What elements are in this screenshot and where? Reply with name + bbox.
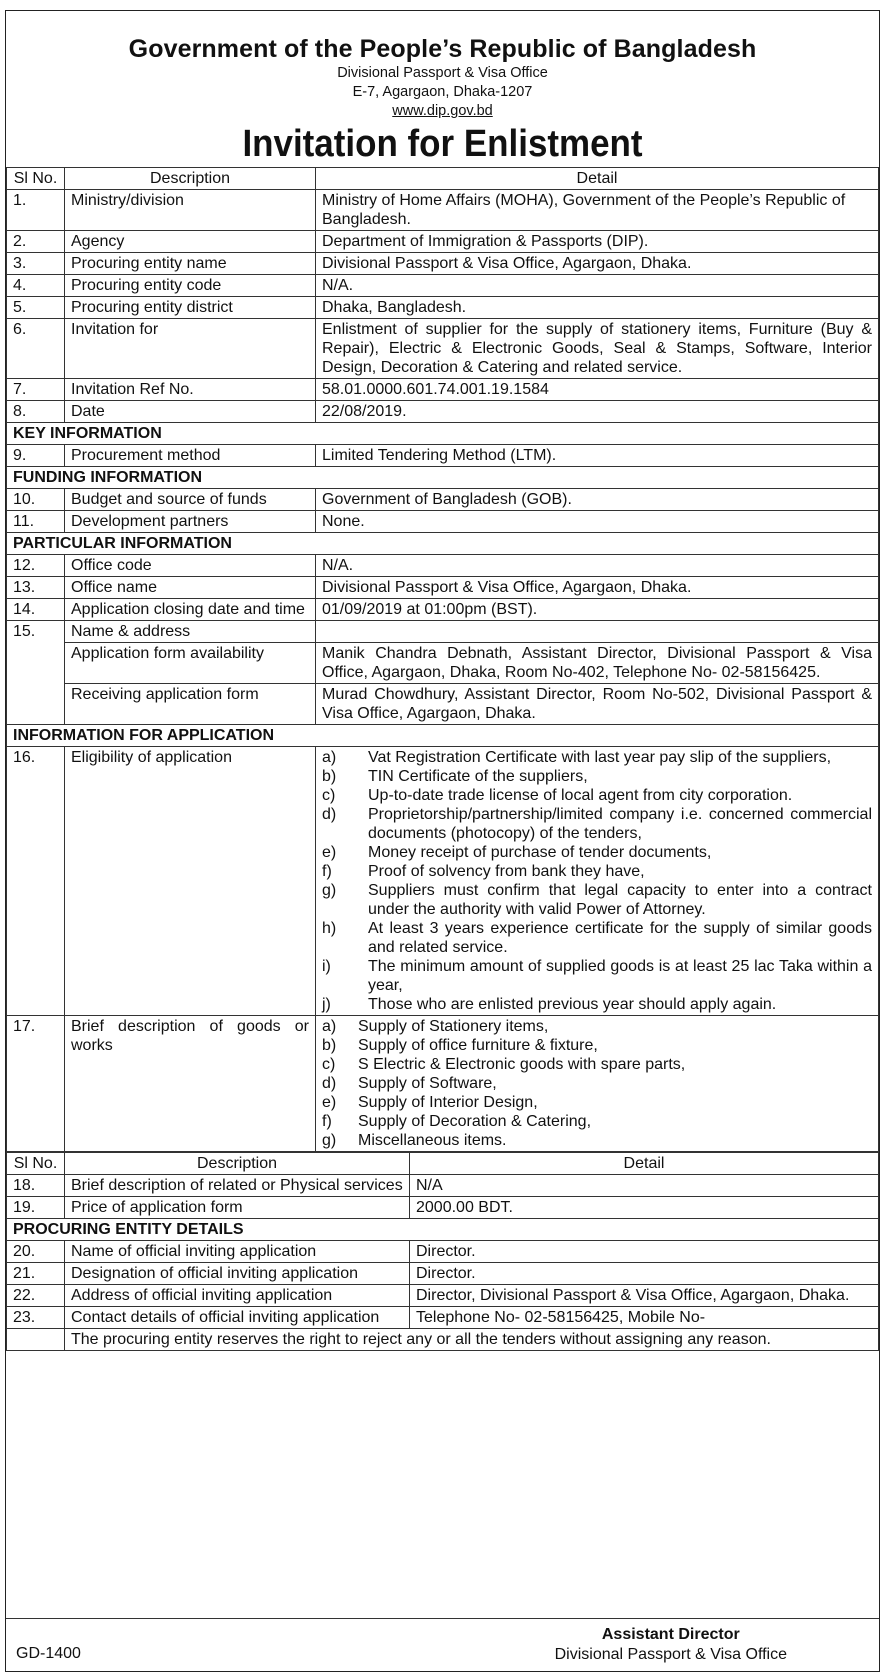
row-desc: Invitation Ref No. — [65, 379, 316, 401]
row-desc: Development partners — [65, 511, 316, 533]
list-item: e) Money receipt of purchase of tender documents, — [322, 844, 712, 861]
row-detail: Enlistment of supplier for the supply of stationery items, Furniture (Buy & Repair), Electric & Electronic Goods, Seal & Stamps, Software, Interior Design, Decoration & Catering and related service. — [316, 319, 879, 379]
list-item: f) Proof of solvency from bank they have, — [322, 863, 645, 880]
row-sl: 10. — [7, 489, 65, 511]
info-table-1 — [6, 167, 879, 1152]
row-sl: 22. — [7, 1285, 65, 1307]
row-detail: 22/08/2019. — [316, 401, 879, 423]
row-desc: Office name — [65, 577, 316, 599]
row-sl: 6. — [7, 319, 65, 379]
row-detail: Manik Chandra Debnath, Assistant Director, Divisional Passport & Visa Office, Agargaon, Dhaka, Room No-402, Telephone No- 02-58156425. — [316, 643, 879, 684]
row-desc: Eligibility of application — [65, 747, 316, 1016]
table-header-row — [7, 1153, 879, 1175]
row-sl: 19. — [7, 1197, 65, 1219]
table-row — [7, 1016, 879, 1152]
table-row — [7, 643, 879, 684]
list-item: g) Suppliers must confirm that legal capacity to enter into a contract under the authority with valid Power of Attorney. — [322, 882, 872, 918]
row-sl: 3. — [7, 253, 65, 275]
row-sl: 17. — [7, 1016, 65, 1152]
row-desc: Ministry/division — [65, 190, 316, 231]
section-procuring-entity-details — [7, 1219, 879, 1241]
table-row — [7, 445, 879, 467]
row-sl: 23. — [7, 1307, 65, 1329]
section-information-for-application — [7, 725, 879, 747]
col-sl: Sl No. — [7, 1153, 65, 1175]
row-sl: 16. — [7, 747, 65, 1016]
table-row — [7, 319, 879, 379]
row-sl: 15. — [7, 621, 65, 725]
signatory-office: Divisional Passport & Visa Office — [554, 1646, 787, 1663]
reservation-note: The procuring entity reserves the right to reject any or all the tenders without assigning any reason. — [65, 1329, 879, 1351]
row-desc: Budget and source of funds — [65, 489, 316, 511]
row-desc: Name & address — [65, 621, 316, 643]
row-detail: Divisional Passport & Visa Office, Agargaon, Dhaka. — [316, 253, 879, 275]
row-detail: Government of Bangladesh (GOB). — [316, 489, 879, 511]
row-desc: Brief description of goods or works — [65, 1016, 316, 1152]
row-desc: Brief description of related or Physical services — [65, 1175, 410, 1197]
col-sl: Sl No. — [7, 168, 65, 190]
list-item: h) At least 3 years experience certificate for the supply of similar goods and related service. — [322, 920, 872, 956]
row-detail: N/A. — [316, 555, 879, 577]
list-item: j) Those who are enlisted previous year should apply again. — [322, 996, 777, 1013]
row-sl: 9. — [7, 445, 65, 467]
section-particular-information — [7, 533, 879, 555]
row-desc: Application form availability — [65, 643, 316, 684]
government-title: Government of the People’s Republic of Bangladesh — [128, 35, 757, 63]
website-link[interactable]: www.dip.gov.bd — [392, 103, 493, 119]
table-row — [7, 275, 879, 297]
list-item: e) Supply of Interior Design, — [322, 1094, 538, 1111]
row-desc: Address of official inviting application — [65, 1285, 410, 1307]
list-item: c) S Electric & Electronic goods with spare parts, — [322, 1056, 686, 1073]
office-name: Divisional Passport & Visa Office — [337, 65, 548, 81]
table-row — [7, 1175, 879, 1197]
list-item: d) Supply of Software, — [322, 1075, 497, 1092]
table-row — [7, 577, 879, 599]
col-detail: Detail — [316, 168, 879, 190]
table-row — [7, 599, 879, 621]
row-detail: Director. — [410, 1263, 879, 1285]
table-row — [7, 1285, 879, 1307]
row-sl: 11. — [7, 511, 65, 533]
row-desc: Invitation for — [65, 319, 316, 379]
row-sl: 12. — [7, 555, 65, 577]
row-sl: 20. — [7, 1241, 65, 1263]
row-sl: 5. — [7, 297, 65, 319]
row-desc: Procuring entity name — [65, 253, 316, 275]
notice-page — [5, 10, 880, 1672]
row-desc: Date — [65, 401, 316, 423]
row-detail: Telephone No- 02-58156425, Mobile No- — [410, 1307, 879, 1329]
row-desc: Receiving application form — [65, 684, 316, 725]
section-heading: INFORMATION FOR APPLICATION — [7, 725, 879, 747]
table-header-row — [7, 168, 879, 190]
row-detail: 2000.00 BDT. — [410, 1197, 879, 1219]
signature-block — [555, 1625, 787, 1665]
table-row — [7, 1263, 879, 1285]
table-row — [7, 297, 879, 319]
section-heading: FUNDING INFORMATION — [7, 467, 879, 489]
table-row — [7, 401, 879, 423]
row-sl: 4. — [7, 275, 65, 297]
row-desc: Application closing date and time — [65, 599, 316, 621]
table-row — [7, 1197, 879, 1219]
table-row — [7, 511, 879, 533]
list-item: f) Supply of Decoration & Catering, — [322, 1113, 592, 1130]
row-sl: 7. — [7, 379, 65, 401]
gd-code: GD-1400 — [16, 1645, 81, 1662]
row-sl: 2. — [7, 231, 65, 253]
list-item: b) TIN Certificate of the suppliers, — [322, 768, 588, 785]
office-address: E-7, Agargaon, Dhaka-1207 — [352, 84, 533, 100]
table-row — [7, 1329, 879, 1351]
row-detail: Director. — [410, 1241, 879, 1263]
table-row — [7, 684, 879, 725]
table-row — [7, 747, 879, 1016]
list-item: b) Supply of office furniture & fixture, — [322, 1037, 598, 1054]
row-sl: 14. — [7, 599, 65, 621]
table-row — [7, 1307, 879, 1329]
row-detail: Ministry of Home Affairs (MOHA), Government of the People’s Republic of Bangladesh. — [316, 190, 879, 231]
row-sl: 1. — [7, 190, 65, 231]
row-detail: Limited Tendering Method (LTM). — [316, 445, 879, 467]
row-desc: Office code — [65, 555, 316, 577]
eligibility-list — [316, 747, 879, 1016]
row-detail-empty — [316, 621, 879, 643]
section-heading: PARTICULAR INFORMATION — [7, 533, 879, 555]
row-desc: Contact details of official inviting application — [65, 1307, 410, 1329]
row-detail: N/A. — [316, 275, 879, 297]
row-sl: 18. — [7, 1175, 65, 1197]
section-key-information — [7, 423, 879, 445]
col-detail: Detail — [410, 1153, 879, 1175]
row-sl: 8. — [7, 401, 65, 423]
signatory-title: Assistant Director — [601, 1626, 740, 1643]
table-row — [7, 555, 879, 577]
row-detail: Department of Immigration & Passports (DIP). — [316, 231, 879, 253]
row-desc: Procuring entity district — [65, 297, 316, 319]
row-desc: Procurement method — [65, 445, 316, 467]
row-desc: Price of application form — [65, 1197, 410, 1219]
section-heading: PROCURING ENTITY DETAILS — [7, 1219, 879, 1241]
list-item: d) Proprietorship/partnership/limited company i.e. concerned commercial documents (photocopy) of the tenders, — [322, 806, 872, 842]
col-description: Description — [65, 1153, 410, 1175]
table-row — [7, 253, 879, 275]
notice-title: Invitation for Enlistment — [242, 123, 643, 165]
row-desc: Designation of official inviting application — [65, 1263, 410, 1285]
section-heading: KEY INFORMATION — [7, 423, 879, 445]
row-detail: None. — [316, 511, 879, 533]
info-table-2 — [6, 1152, 879, 1351]
notice-footer — [6, 1618, 879, 1671]
row-sl: 13. — [7, 577, 65, 599]
row-detail: 58.01.0000.601.74.001.19.1584 — [316, 379, 879, 401]
row-desc: Procuring entity code — [65, 275, 316, 297]
list-item: a) Vat Registration Certificate with last year pay slip of the suppliers, — [322, 749, 832, 766]
table-row — [7, 621, 879, 643]
list-item: i) The minimum amount of supplied goods is at least 25 lac Taka within a year, — [322, 958, 872, 994]
list-item: c) Up-to-date trade license of local agent from city corporation. — [322, 787, 793, 804]
goods-list — [316, 1016, 879, 1152]
row-detail: 01/09/2019 at 01:00pm (BST). — [316, 599, 879, 621]
row-detail: Divisional Passport & Visa Office, Agargaon, Dhaka. — [316, 577, 879, 599]
row-desc: Agency — [65, 231, 316, 253]
row-sl: 21. — [7, 1263, 65, 1285]
notice-header — [6, 35, 879, 165]
col-description: Description — [65, 168, 316, 190]
row-detail: Dhaka, Bangladesh. — [316, 297, 879, 319]
table-row — [7, 190, 879, 231]
list-item: a) Supply of Stationery items, — [322, 1018, 549, 1035]
table-row — [7, 231, 879, 253]
row-detail: Director, Divisional Passport & Visa Office, Agargaon, Dhaka. — [410, 1285, 879, 1307]
list-item: g) Miscellaneous items. — [322, 1132, 507, 1149]
row-sl-empty — [7, 1329, 65, 1351]
row-detail: N/A — [410, 1175, 879, 1197]
section-funding-information — [7, 467, 879, 489]
table-row — [7, 1241, 879, 1263]
table-row — [7, 489, 879, 511]
table-row — [7, 379, 879, 401]
row-desc: Name of official inviting application — [65, 1241, 410, 1263]
row-detail: Murad Chowdhury, Assistant Director, Room No-502, Divisional Passport & Visa Office, Agargaon, Dhaka. — [316, 684, 879, 725]
